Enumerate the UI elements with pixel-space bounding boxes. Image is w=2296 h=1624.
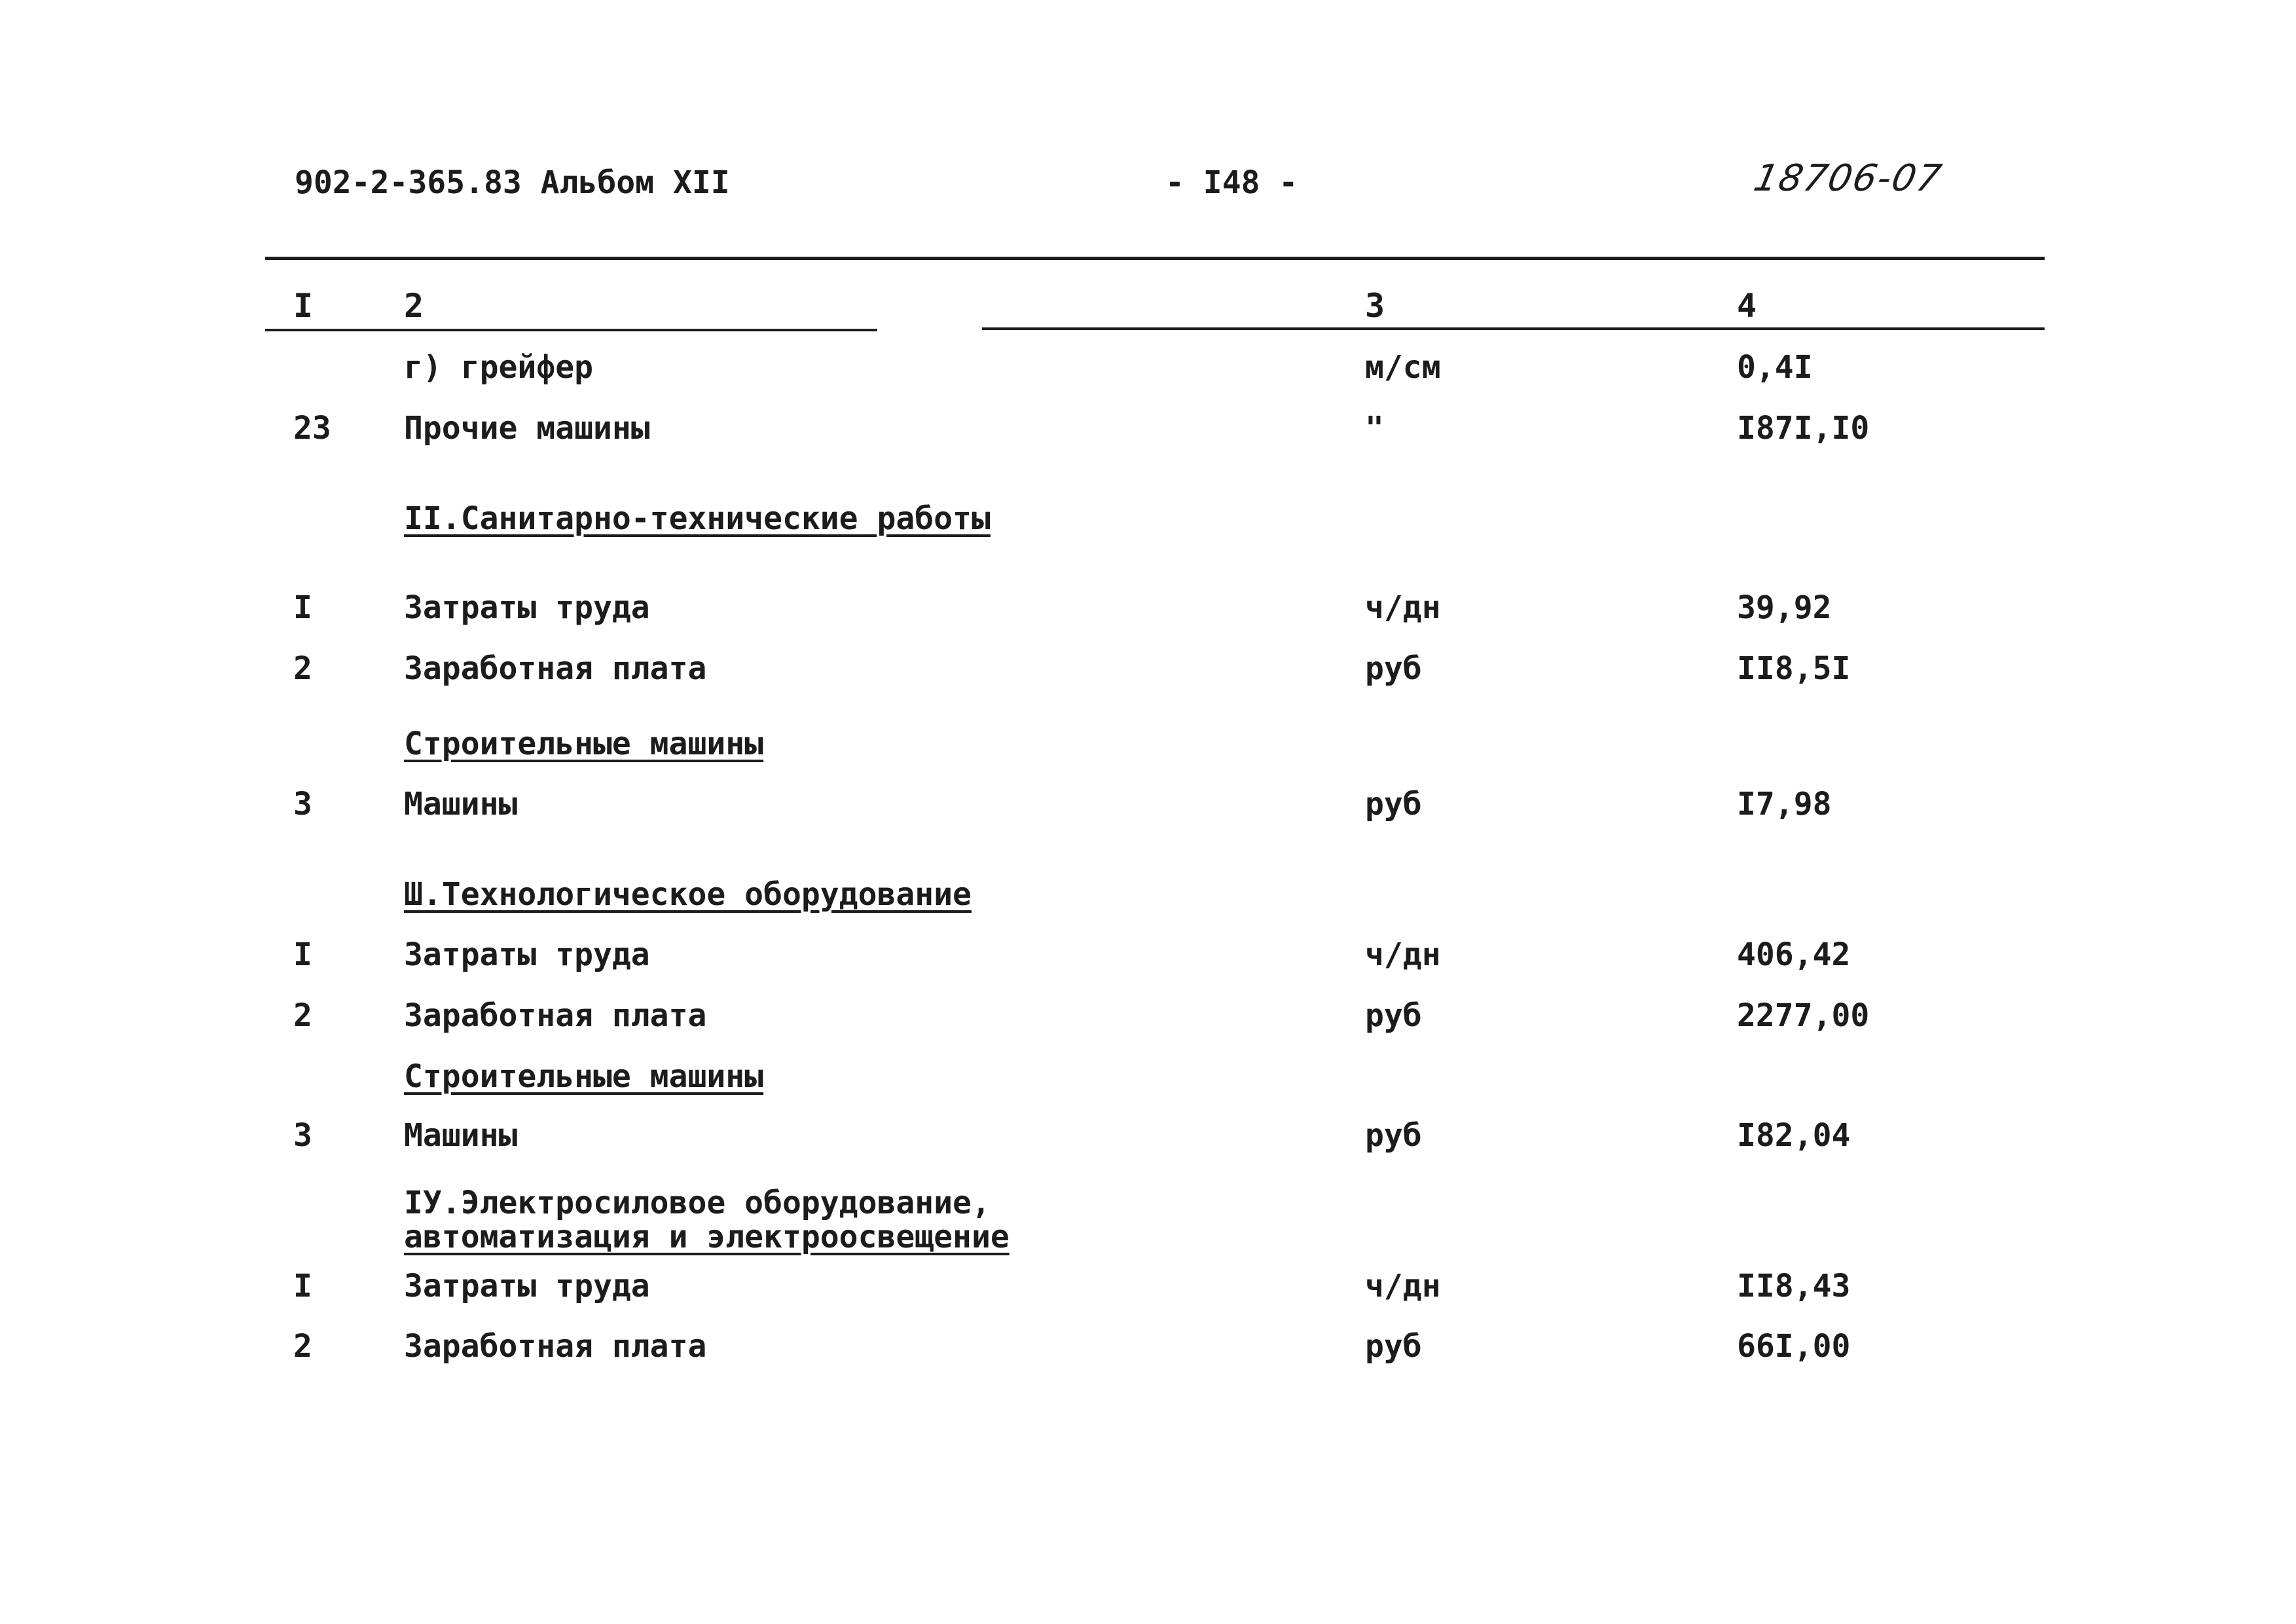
row-value: 406,42 — [1737, 936, 1851, 973]
column-header-4: 4 — [1737, 287, 1757, 325]
column-header-1: I — [293, 287, 314, 325]
section-heading: Строительные машины — [404, 1058, 764, 1095]
row-name: Затраты труда — [404, 1268, 650, 1304]
row-number: I — [293, 1268, 312, 1304]
row-unit: руб — [1365, 786, 1422, 822]
row-name: Затраты труда — [404, 936, 650, 973]
row-unit: руб — [1365, 650, 1422, 687]
section-heading: Ш.Технологическое оборудование — [404, 876, 972, 913]
row-unit: м/см — [1365, 349, 1441, 386]
row-name: Затраты труда — [404, 589, 650, 626]
row-name: Прочие машины — [404, 410, 650, 447]
row-unit: ч/дн — [1365, 589, 1441, 626]
document-code: 902-2-365.83 Альбом XII — [295, 164, 730, 201]
row-value: 2277,00 — [1737, 997, 1870, 1034]
row-unit: руб — [1365, 1328, 1422, 1365]
section-heading-line1: IУ.Электросиловое оборудование, — [404, 1185, 991, 1221]
row-value: II8,5I — [1737, 650, 1851, 687]
table-top-rule — [265, 257, 2045, 260]
handwritten-number: 18706-07 — [1750, 157, 1946, 200]
row-value: II8,43 — [1737, 1268, 1851, 1304]
section-heading-line2: автоматизация и электроосвещение — [404, 1219, 1010, 1255]
header-bottom-rule-left — [265, 329, 877, 331]
row-name: Машины — [404, 1117, 518, 1154]
section-heading: II.Санитарно-технические работы — [404, 500, 991, 537]
column-header-2: 2 — [404, 287, 424, 325]
row-name: Заработная плата — [404, 997, 707, 1034]
header-bottom-rule-right — [982, 327, 2045, 330]
row-unit: руб — [1365, 997, 1422, 1034]
row-value: I7,98 — [1737, 786, 1832, 822]
row-number: 2 — [293, 650, 312, 687]
section-heading: Строительные машины — [404, 726, 764, 762]
row-value: 66I,00 — [1737, 1328, 1851, 1365]
row-unit: " — [1365, 410, 1384, 447]
row-number: 23 — [293, 410, 331, 447]
row-value: I87I,I0 — [1737, 410, 1870, 447]
row-name: г) грейфер — [404, 349, 593, 386]
row-unit: ч/дн — [1365, 936, 1441, 973]
row-number: I — [293, 936, 312, 973]
row-number: 3 — [293, 1117, 312, 1154]
row-value: 39,92 — [1737, 589, 1832, 626]
column-header-3: 3 — [1365, 287, 1385, 325]
row-unit: ч/дн — [1365, 1268, 1441, 1304]
page-number: - I48 - — [1165, 164, 1298, 201]
row-number: 2 — [293, 1328, 312, 1365]
row-name: Заработная плата — [404, 650, 707, 687]
row-value: I82,04 — [1737, 1117, 1851, 1154]
row-name: Машины — [404, 786, 518, 822]
row-unit: руб — [1365, 1117, 1422, 1154]
row-number: I — [293, 589, 312, 626]
row-value: 0,4I — [1737, 349, 1813, 386]
row-name: Заработная плата — [404, 1328, 707, 1365]
row-number: 3 — [293, 786, 312, 822]
row-number: 2 — [293, 997, 312, 1034]
